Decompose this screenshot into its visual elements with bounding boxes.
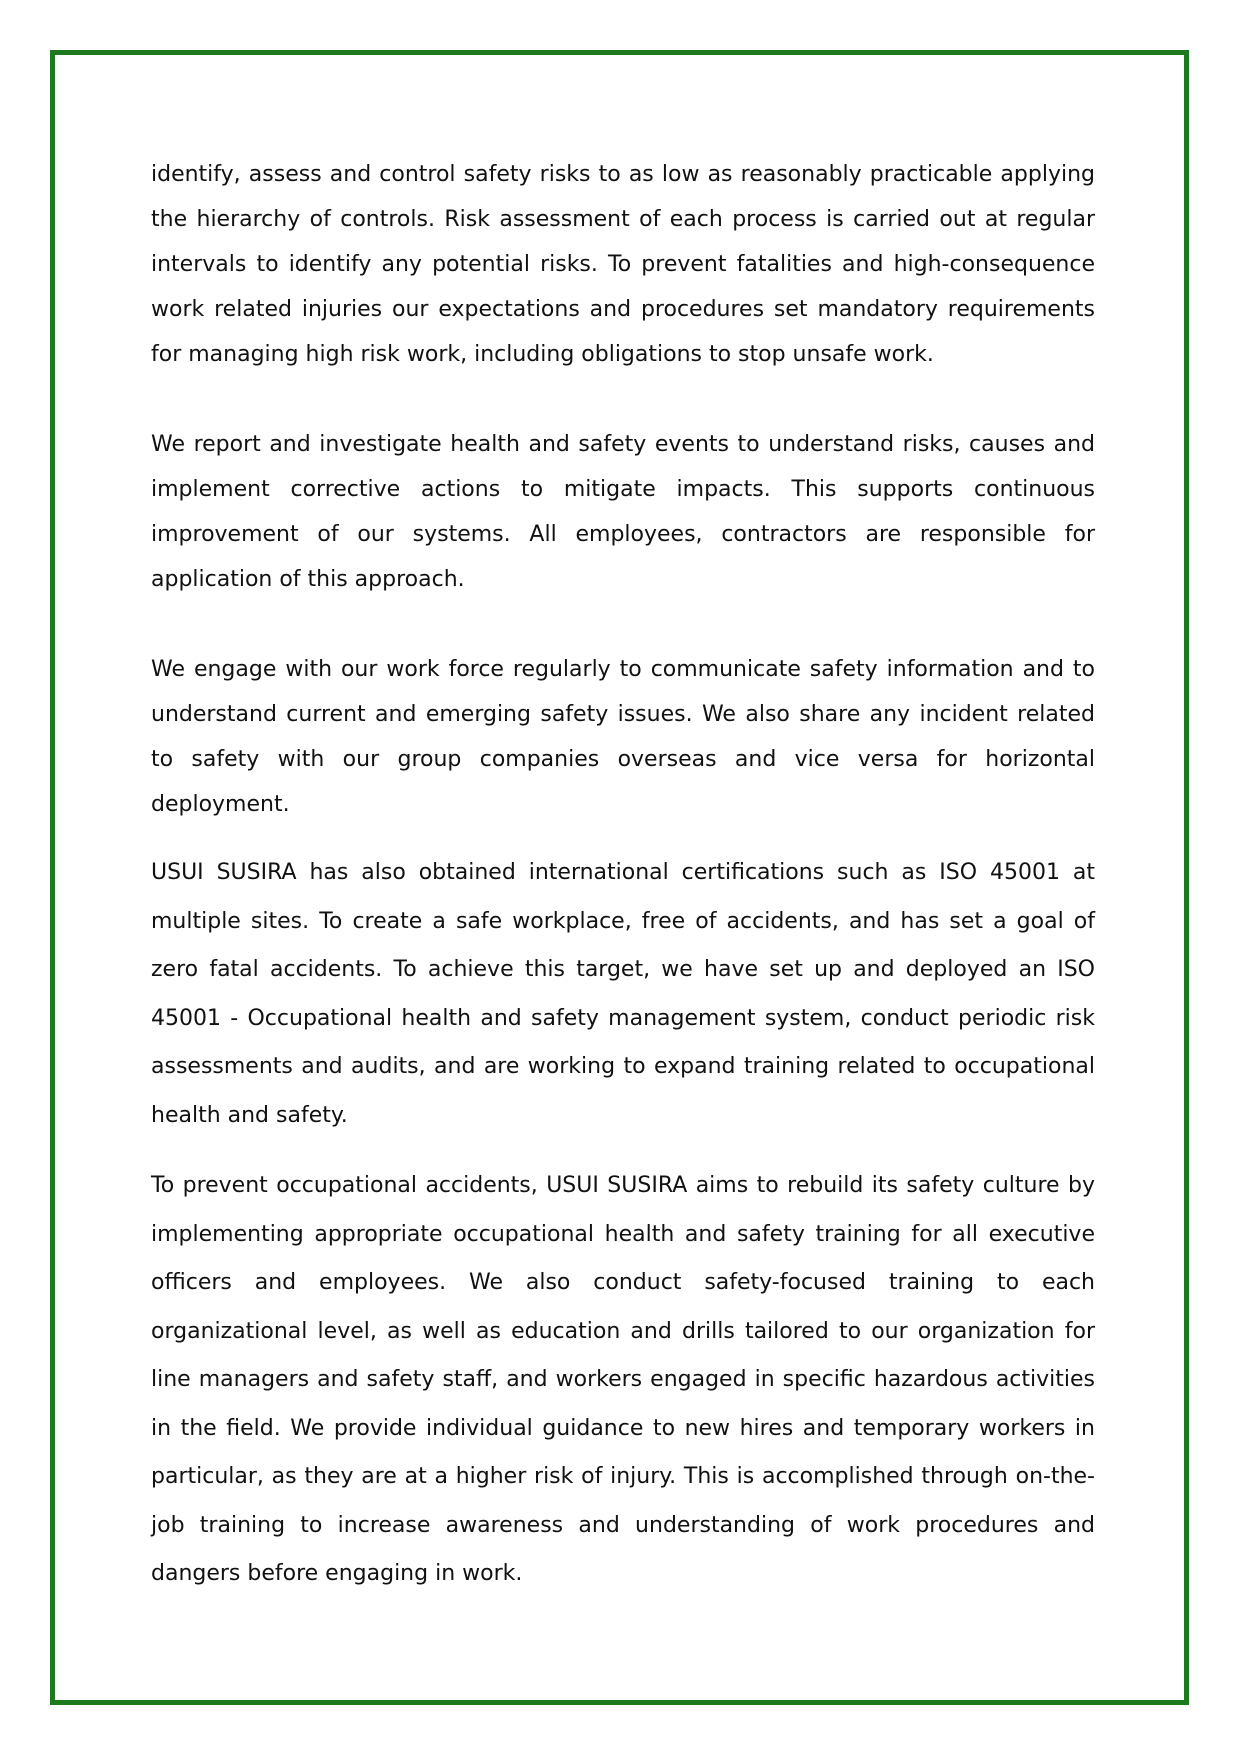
- paragraph-training: To prevent occupational accidents, USUI SUSIRA aims to rebuild its safety culture by implementing appropriate occupational health and safety training for all executive officers and employees. We also conduct safety-focused training to each organizational level, as well as education and drills tailored to our organization for line managers and safety staff, and workers engaged in specific hazardous activities in the field. We provide individual guidance to new hires and temporary workers in particular, as they are at a higher risk of injury. This is accomplished through on-the-job training to increase awareness and understanding of work procedures and dangers before engaging in work.: [151, 1173, 1095, 1586]
- paragraph-engagement: We engage with our work force regularly to communicate safety information and to understand current and emerging safety issues. We also share any incident related to safety with our group companies overseas and vice versa for horizontal deployment.: [151, 657, 1095, 817]
- paragraph-certifications: USUI SUSIRA has also obtained international certifications such as ISO 45001 at multiple sites. To create a safe workplace, free of accidents, and has set a goal of zero fatal accidents. To achieve this target, we have set up and deployed an ISO 45001 - Occupational health and safety management system, conduct periodic risk assessments and audits, and are working to expand training related to occupational health and safety.: [151, 860, 1095, 1128]
- paragraph-spacer: [151, 1140, 1095, 1162]
- paragraph-spacer: [151, 602, 1095, 647]
- paragraph-spacer: [151, 377, 1095, 422]
- paragraph-spacer: [151, 827, 1095, 849]
- paragraph-risk-control: identify, assess and control safety risks to as low as reasonably practicable applying the hierarchy of controls. Risk assessment of each process is carried out at regular intervals to identify any potential risks. To prevent fatalities and high-consequence work related injuries our expectations and procedures set mandatory requirements for managing high risk work, including obligations to stop unsafe work.: [151, 162, 1095, 367]
- document-body: [151, 152, 1095, 1599]
- paragraph-investigation: We report and investigate health and safety events to understand risks, causes and implement corrective actions to mitigate impacts. This supports continuous improvement of our systems. All employees, contractors are responsible for application of this approach.: [151, 432, 1095, 592]
